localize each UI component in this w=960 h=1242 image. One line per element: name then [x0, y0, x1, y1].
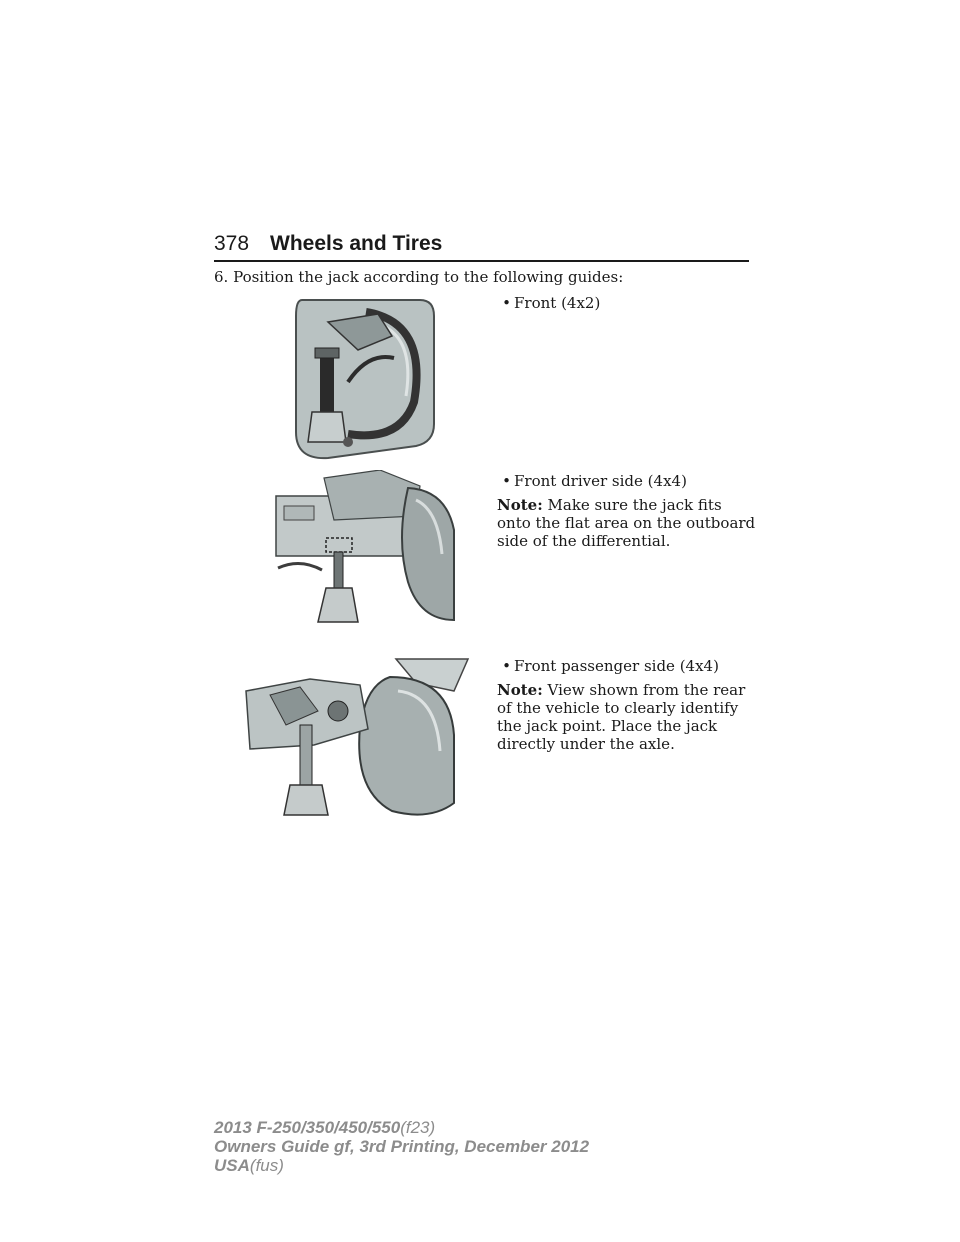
page-footer: [214, 1118, 589, 1175]
guide-label: Front passenger side (4x4): [514, 657, 719, 675]
note-label: Note:: [497, 496, 543, 514]
bullet-icon: •: [502, 472, 511, 490]
guide-label: Front (4x2): [514, 294, 601, 312]
note-text: View shown from the rear of the vehicle to clearly identify the jack point. Place the jack directly under the axle.: [497, 681, 746, 753]
page-number: 378: [214, 232, 250, 255]
footer-market: USA: [214, 1156, 250, 1175]
footer-edition: Owners Guide gf, 3rd Printing, December 2012: [214, 1137, 590, 1156]
page-header: [214, 232, 749, 262]
header-rule: [214, 260, 749, 262]
guide-front-passenger-4x4: [497, 657, 757, 753]
section-title: Wheels and Tires: [270, 232, 443, 255]
figure-front-driver-4x4: [270, 470, 462, 635]
note-text: Make sure the jack fits onto the flat area on the outboard side of the differential.: [497, 496, 756, 550]
footer-model: 2013 F-250/350/450/550: [214, 1118, 401, 1137]
figure-front-4x2: [288, 292, 438, 462]
guide-front-4x2: [497, 294, 757, 318]
intro-step: 6. Position the jack according to the following guides:: [214, 268, 624, 286]
guide-front-driver-4x4: [497, 472, 757, 550]
footer-model-code: (f23): [400, 1118, 436, 1137]
bullet-icon: •: [502, 294, 511, 312]
figure-front-passenger-4x4: [240, 655, 475, 825]
note-label: Note:: [497, 681, 543, 699]
guide-label: Front driver side (4x4): [514, 472, 687, 490]
footer-market-code: (fus): [249, 1156, 284, 1175]
bullet-icon: •: [502, 657, 511, 675]
